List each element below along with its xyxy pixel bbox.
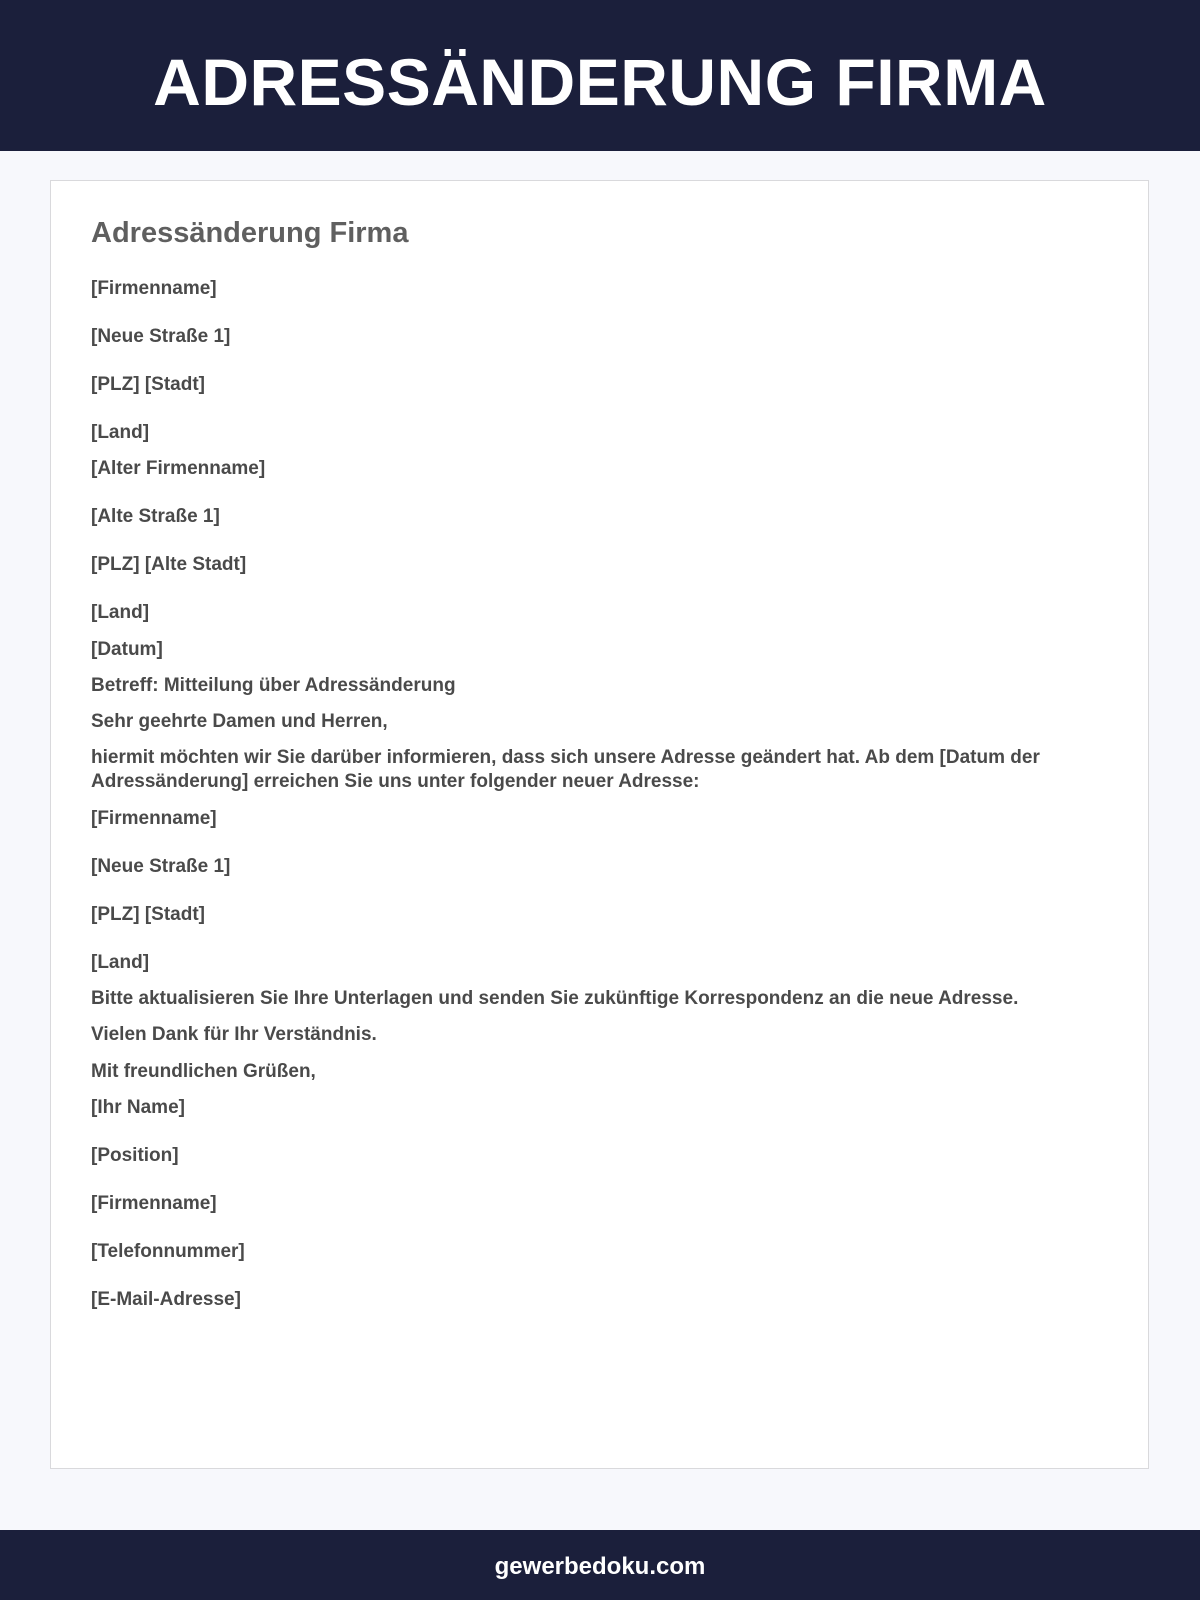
signature-email: [E-Mail-Adresse] [91, 1289, 241, 1310]
footer-site-link[interactable]: gewerbedoku.com [494, 1553, 706, 1580]
new-address-city: [PLZ] [Stadt] [91, 904, 205, 925]
letter-intro: hiermit möchten wir Sie darüber informieren, dass sich unsere Adresse geändert hat. Ab dem [Datum der Adressänderung] erreichen Sie uns unter folgender neuer Adresse: [91, 747, 1040, 792]
page-footer [0, 1530, 1200, 1600]
recipient-country: [Land] [91, 602, 150, 623]
signature-position: [Position] [91, 1145, 179, 1166]
letter-request: Bitte aktualisieren Sie Ihre Unterlagen und senden Sie zukünftige Korrespondenz an die neue Adresse. [91, 988, 1019, 1009]
recipient-company: [Alter Firmenname] [91, 458, 266, 479]
signature-company: [Firmenname] [91, 1193, 217, 1214]
new-address-country: [Land] [91, 952, 150, 973]
document-card [50, 180, 1149, 1469]
page-header [0, 0, 1200, 151]
sender-street: [Neue Straße 1] [91, 326, 231, 347]
letter-closing: Mit freundlichen Grüßen, [91, 1061, 316, 1082]
recipient-street: [Alte Straße 1] [91, 506, 220, 527]
letter-subject: Betreff: Mitteilung über Adressänderung [91, 675, 456, 696]
document-title: Adressänderung Firma [91, 217, 409, 249]
letter-salutation: Sehr geehrte Damen und Herren, [91, 711, 388, 732]
recipient-city: [PLZ] [Alte Stadt] [91, 554, 247, 575]
letter-thanks: Vielen Dank für Ihr Verständnis. [91, 1024, 377, 1045]
sender-company: [Firmenname] [91, 278, 217, 299]
header-title: ADRESSÄNDERUNG FIRMA [153, 44, 1047, 119]
signature-name: [Ihr Name] [91, 1097, 185, 1118]
sender-country: [Land] [91, 422, 150, 443]
new-address-street: [Neue Straße 1] [91, 856, 231, 877]
signature-phone: [Telefonnummer] [91, 1241, 245, 1262]
sender-city: [PLZ] [Stadt] [91, 374, 205, 395]
letter-date: [Datum] [91, 639, 163, 660]
new-address-company: [Firmenname] [91, 808, 217, 829]
